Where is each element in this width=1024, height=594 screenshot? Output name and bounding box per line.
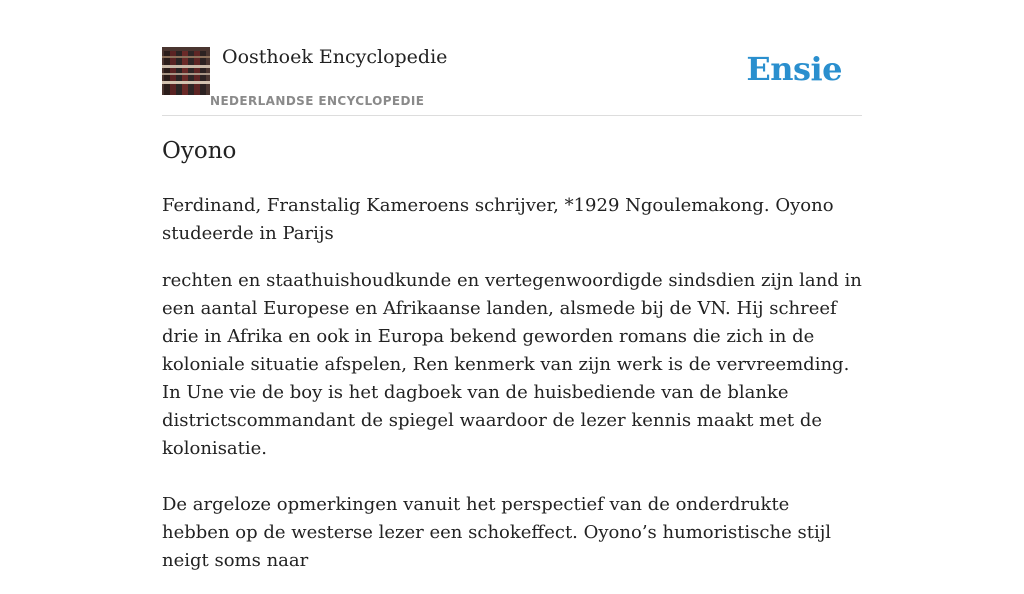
article-body (162, 192, 862, 594)
books-icon (162, 47, 210, 95)
article-paragraph: De argeloze opmerkingen vanuit het perspectief van de onderdrukte hebben op de westerse lezer een schokeffect. Oyono’s humoristische stijl neigt soms naar (162, 494, 832, 571)
site-header (162, 44, 862, 116)
article-title: Oyono (162, 138, 237, 164)
site-title[interactable]: Oosthoek Encyclopedie (222, 46, 448, 68)
brand-logo[interactable]: Ensie (746, 50, 842, 88)
article-paragraph: rechten en staathuishoudkunde en vertegenwoordigde sindsdien zijn land in een aantal Europese en Afrikaanse landen, alsmede bij de VN. Hij schreef drie in Afrika en ook in Europa bekend geworden romans die zich in de koloniale situatie afspelen, Ren kenmerk van zijn werk is de vervreemding. In Une vie de boy is het dagboek van de huisbediende van de blanke districtscommandant de spiegel waardoor de lezer kennis maakt met de kolonisatie. (162, 270, 862, 459)
site-subtitle: NEDERLANDSE ENCYCLOPEDIE (210, 94, 425, 108)
encyclopedia-books-avatar[interactable] (162, 47, 210, 95)
article-paragraph: Ferdinand, Franstalig Kameroens schrijver, *1929 Ngoulemakong. Oyono studeerde in Parijs (162, 195, 834, 244)
